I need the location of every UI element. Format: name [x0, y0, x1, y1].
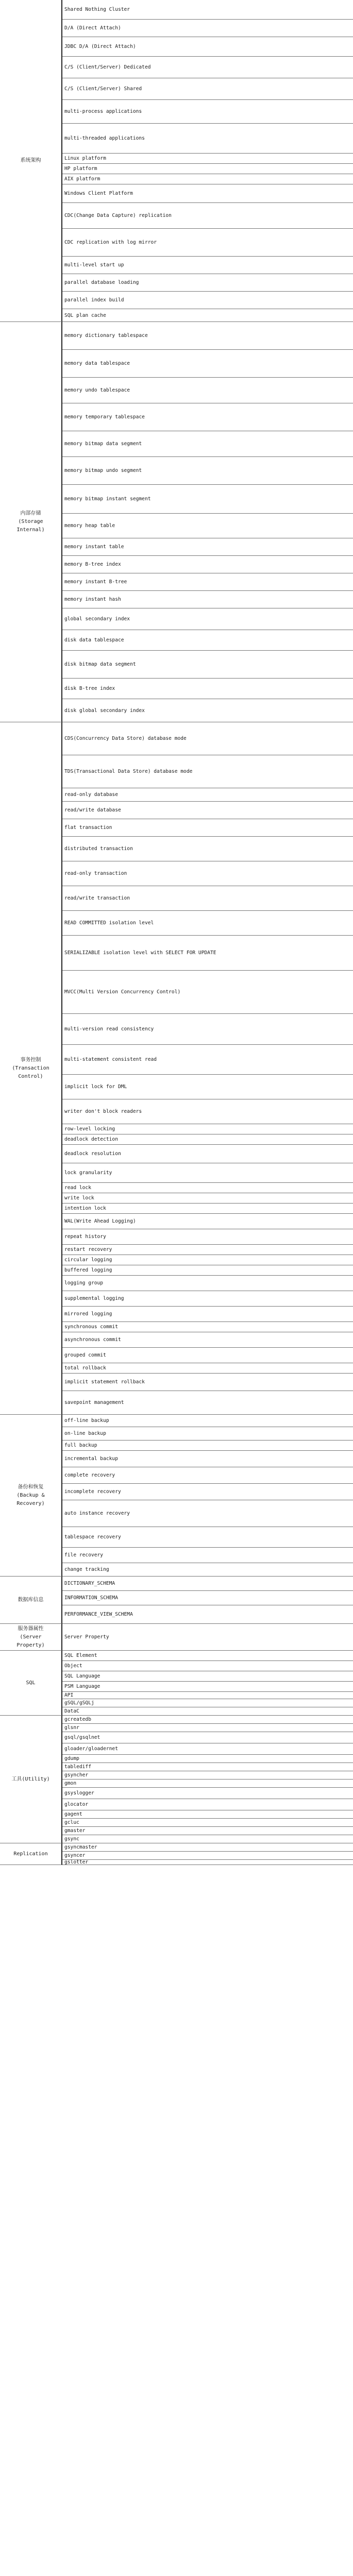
feature-item: parallel index build [62, 292, 353, 309]
feature-item: disk data tablespace [62, 630, 353, 651]
feature-item: C/S (Client/Server) Shared [62, 78, 353, 100]
feature-item: Windows Client Platform [62, 184, 353, 203]
feature-item: gSQL/gSQLj [62, 1699, 353, 1707]
feature-item: SQL Language [62, 1671, 353, 1682]
category-label [0, 322, 62, 722]
feature-item: C/S (Client/Server) Dedicated [62, 57, 353, 78]
feature-item: repeat history [62, 1229, 353, 1245]
category-label-line: SQL [26, 1680, 36, 1686]
feature-item: gsql/gsqlnet [62, 1732, 353, 1743]
feature-item: writer don't block readers [62, 1099, 353, 1124]
feature-item: multi-level start up [62, 257, 353, 274]
category-label-line: (Backup & [16, 1492, 45, 1498]
feature-item: mirrored logging [62, 1307, 353, 1322]
feature-item: row-level locking [62, 1124, 353, 1134]
feature-item: MVCC(Multi Version Concurrency Control) [62, 971, 353, 1014]
category-label [0, 1716, 62, 1843]
feature-item: memory B-tree index [62, 556, 353, 573]
feature-item: gsyncmaster [62, 1843, 353, 1852]
feature-item: gsyncer [62, 1852, 353, 1860]
feature-item: parallel database loading [62, 274, 353, 292]
feature-item: gloader/gloadernet [62, 1743, 353, 1755]
feature-item: gdump [62, 1755, 353, 1763]
feature-item: deadlock detection [62, 1134, 353, 1145]
category-label [0, 1415, 62, 1577]
category-label-line: (Server [20, 1634, 42, 1640]
feature-item: synchronous commit [62, 1322, 353, 1332]
feature-item: total rollback [62, 1363, 353, 1374]
feature-item: disk bitmap data segment [62, 651, 353, 679]
category-label [0, 1577, 62, 1624]
feature-item: gsyslogger [62, 1788, 353, 1799]
feature-item: savepoint management [62, 1391, 353, 1415]
feature-item: implicit lock for DML [62, 1075, 353, 1099]
feature-item: CDS(Concurrency Data Store) database mode [62, 722, 353, 755]
feature-item: deadlock resolution [62, 1145, 353, 1163]
category-label-line: 工具(Utility) [11, 1776, 50, 1782]
feature-item: gsyncher [62, 1771, 353, 1780]
feature-item: logging group [62, 1276, 353, 1291]
category-label-line: 系统架构 [20, 158, 41, 163]
feature-item: JDBC D/A (Direct Attach) [62, 37, 353, 57]
feature-item: INFORMATION_SCHEMA [62, 1591, 353, 1605]
feature-item: memory instant table [62, 538, 353, 556]
category-label-line: Property) [16, 1642, 45, 1648]
feature-item: complete recovery [62, 1467, 353, 1484]
feature-item: full backup [62, 1440, 353, 1451]
feature-item: multi-process applications [62, 100, 353, 124]
feature-item: tablespace recovery [62, 1527, 353, 1548]
feature-item: SQL plan cache [62, 309, 353, 322]
feature-item: read lock [62, 1183, 353, 1193]
feature-item: memory undo tablespace [62, 378, 353, 403]
feature-item: WAL(Write Ahead Logging) [62, 1214, 353, 1229]
feature-item: read/write database [62, 802, 353, 819]
feature-item: disk global secondary index [62, 699, 353, 722]
category-label-line: Internal) [16, 527, 45, 533]
feature-item: gcluc [62, 1819, 353, 1827]
category-label-line: 备份和恢复 [18, 1484, 44, 1490]
feature-item: lock granularity [62, 1163, 353, 1183]
feature-item: disk B-tree index [62, 679, 353, 699]
feature-item: gmon [62, 1780, 353, 1788]
feature-item: Shared Nothing Cluster [62, 0, 353, 20]
category-label [0, 722, 62, 1415]
feature-item: Object [62, 1661, 353, 1671]
feature-item: asynchronous commit [62, 1332, 353, 1348]
feature-item: CDC replication with log mirror [62, 229, 353, 257]
feature-item: memory instant hash [62, 591, 353, 608]
category-label-line: 服务器属性 [18, 1625, 44, 1632]
feature-item: memory dictionary tablespace [62, 322, 353, 350]
feature-item: grouped commit [62, 1348, 353, 1363]
feature-item: incremental backup [62, 1451, 353, 1467]
feature-item: glocator [62, 1799, 353, 1810]
category-label [0, 1843, 62, 1865]
feature-item: write lock [62, 1193, 353, 1204]
feature-item: memory bitmap undo segment [62, 457, 353, 485]
feature-item: memory bitmap data segment [62, 431, 353, 457]
category-label-line: 内部存储 [20, 511, 41, 516]
category-label [0, 0, 62, 322]
feature-item: API [62, 1692, 353, 1699]
feature-item: gmaster [62, 1827, 353, 1835]
category-label-line: Recovery) [16, 1500, 45, 1506]
feature-item: read/write transaction [62, 886, 353, 911]
feature-item: memory bitmap instant segment [62, 485, 353, 514]
feature-item: DICTIONARY_SCHEMA [62, 1577, 353, 1591]
feature-item: read-only database [62, 788, 353, 802]
feature-item: Linux platform [62, 154, 353, 164]
feature-item: HP platform [62, 164, 353, 174]
feature-item: SERIALIZABLE isolation level with SELECT FOR UPDATE [62, 936, 353, 971]
feature-item: tablediff [62, 1763, 353, 1771]
feature-item: multi-threaded applications [62, 124, 353, 154]
feature-item: D/A (Direct Attach) [62, 20, 353, 37]
feature-item: supplemental logging [62, 1291, 353, 1307]
category-label-line: Replication [13, 1851, 48, 1857]
category-label-line: (Transaction [12, 1065, 49, 1071]
feature-item: change tracking [62, 1563, 353, 1577]
feature-item: READ COMMITTED isolation level [62, 911, 353, 936]
feature-item: file recovery [62, 1548, 353, 1563]
category-label-line: 事务控制 [20, 1057, 41, 1063]
feature-item: gslotter [62, 1860, 353, 1865]
category-label-line: (Storage [18, 519, 43, 524]
feature-item: distributed transaction [62, 837, 353, 861]
feature-item: memory heap table [62, 514, 353, 538]
feature-item: memory temporary tablespace [62, 403, 353, 431]
category-label [0, 1651, 62, 1716]
category-label-line: 数据库信息 [18, 1597, 44, 1603]
feature-item: read-only transaction [62, 861, 353, 886]
feature-item: CDC(Change Data Capture) replication [62, 203, 353, 229]
feature-item: PERFORMANCE_VIEW_SCHEMA [62, 1605, 353, 1624]
feature-item: PSM Language [62, 1682, 353, 1692]
feature-item: off-line backup [62, 1415, 353, 1427]
feature-item: multi-statement consistent read [62, 1045, 353, 1075]
feature-item: glsnr [62, 1724, 353, 1732]
feature-item: memory instant B-tree [62, 573, 353, 591]
feature-item: restart recovery [62, 1245, 353, 1255]
feature-item: buffered logging [62, 1265, 353, 1276]
feature-item: SQL Element [62, 1651, 353, 1661]
category-label [0, 1624, 62, 1651]
feature-item: multi-version read consistency [62, 1014, 353, 1045]
feature-item: DataC [62, 1707, 353, 1716]
feature-item: implicit statement rollback [62, 1374, 353, 1391]
feature-item: TDS(Transactional Data Store) database mode [62, 755, 353, 788]
feature-item: auto instance recovery [62, 1500, 353, 1527]
feature-item: Server Property [62, 1624, 353, 1651]
feature-item: memory data tablespace [62, 350, 353, 378]
feature-item: AIX platform [62, 174, 353, 184]
feature-item: incomplete recovery [62, 1484, 353, 1500]
feature-item: gcreatedb [62, 1716, 353, 1724]
feature-item: gsync [62, 1835, 353, 1843]
feature-item: on-line backup [62, 1427, 353, 1440]
feature-item: circular logging [62, 1255, 353, 1265]
feature-item: gagent [62, 1810, 353, 1819]
feature-item: intention lock [62, 1204, 353, 1214]
feature-item: global secondary index [62, 608, 353, 630]
category-label-line: Control) [18, 1073, 43, 1079]
feature-item: flat transaction [62, 819, 353, 837]
